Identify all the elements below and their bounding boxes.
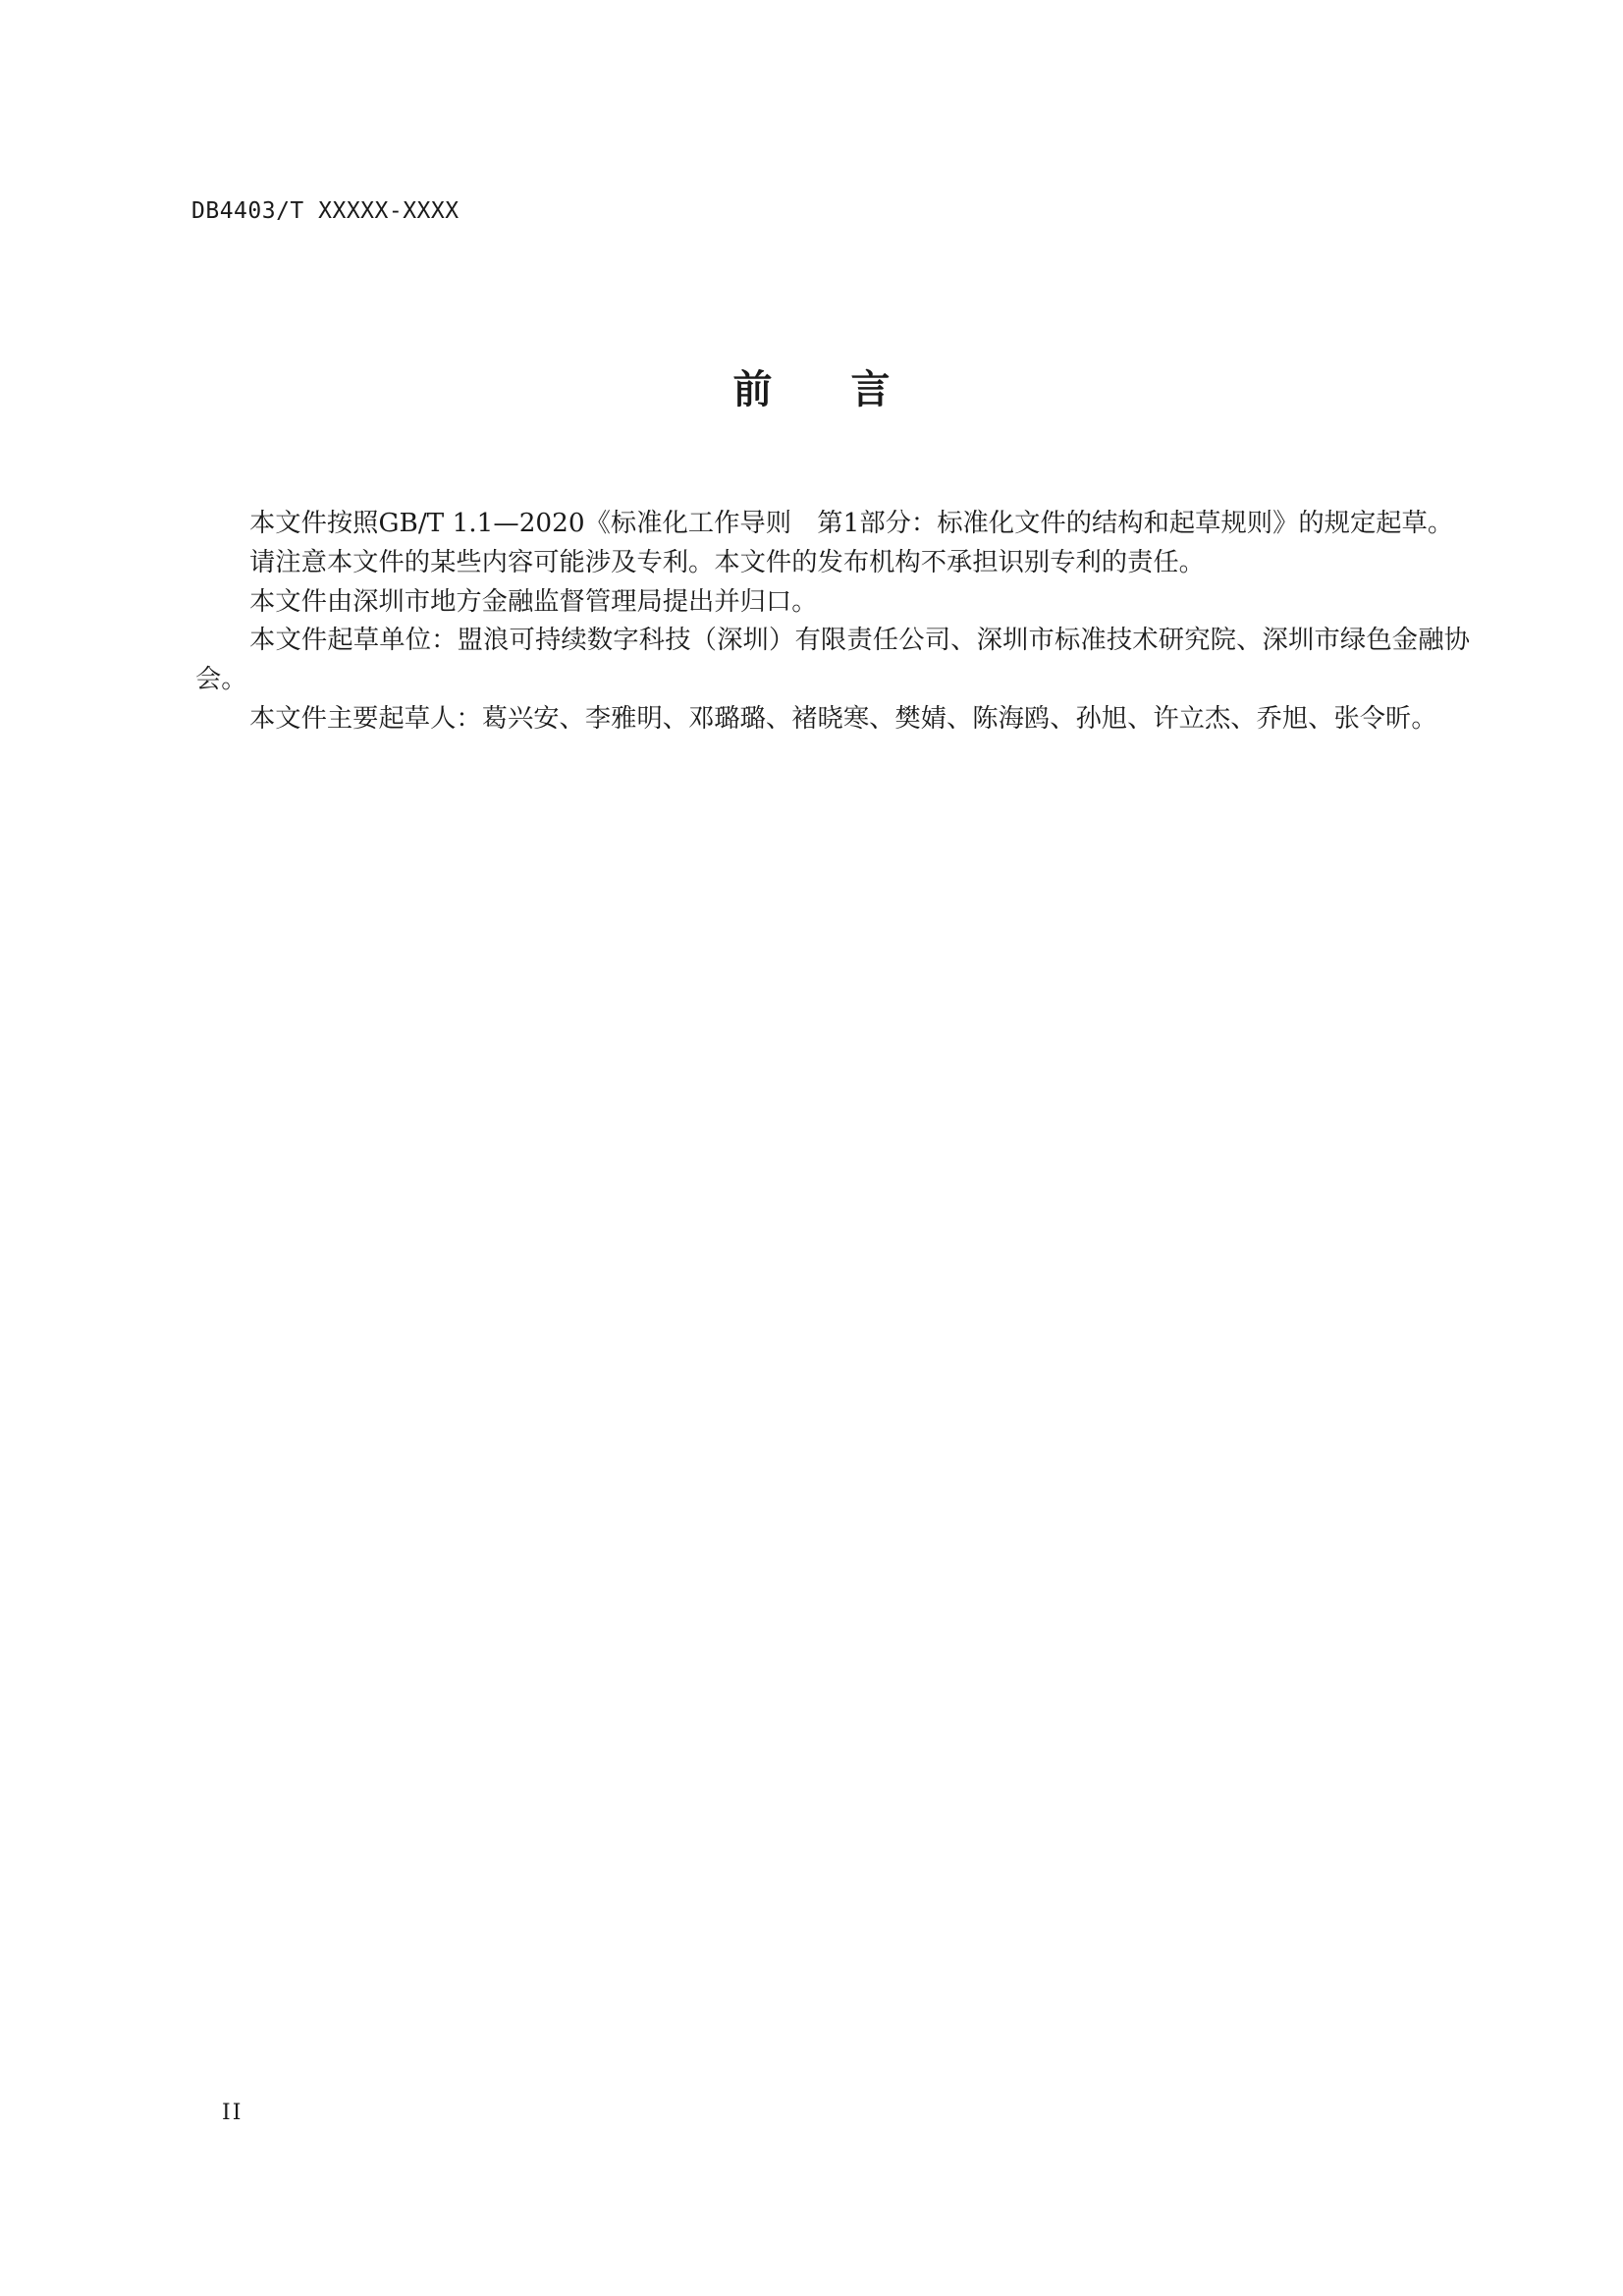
paragraph-patent-notice: 请注意本文件的某些内容可能涉及专利。本文件的发布机构不承担识别专利的责任。 [249, 547, 1205, 577]
foreword-body [195, 505, 1470, 739]
page-number: II [222, 2101, 243, 2125]
paragraph-drafting-units: 本文件起草单位：盟浪可持续数字科技（深圳）有限责任公司、深圳市标准技术研究院、深圳市绿色金融协会。 [195, 626, 1470, 695]
paragraph-proposer: 本文件由深圳市地方金融监督管理局提出并归口。 [249, 586, 818, 617]
paragraph-drafting-rules: 本文件按照GB/T 1.1—2020《标准化工作导则 第1部分：标准化文件的结构和起草规则》的规定起草。 [249, 509, 1454, 538]
paragraph-drafters: 本文件主要起草人：葛兴安、李雅明、邓璐璐、褚晓寒、樊婧、陈海鸥、孙旭、许立杰、乔旭、张令昕。 [249, 703, 1437, 734]
page-title: 前言 [732, 367, 969, 412]
document-code: DB4403/T XXXXX-XXXX [191, 198, 460, 224]
